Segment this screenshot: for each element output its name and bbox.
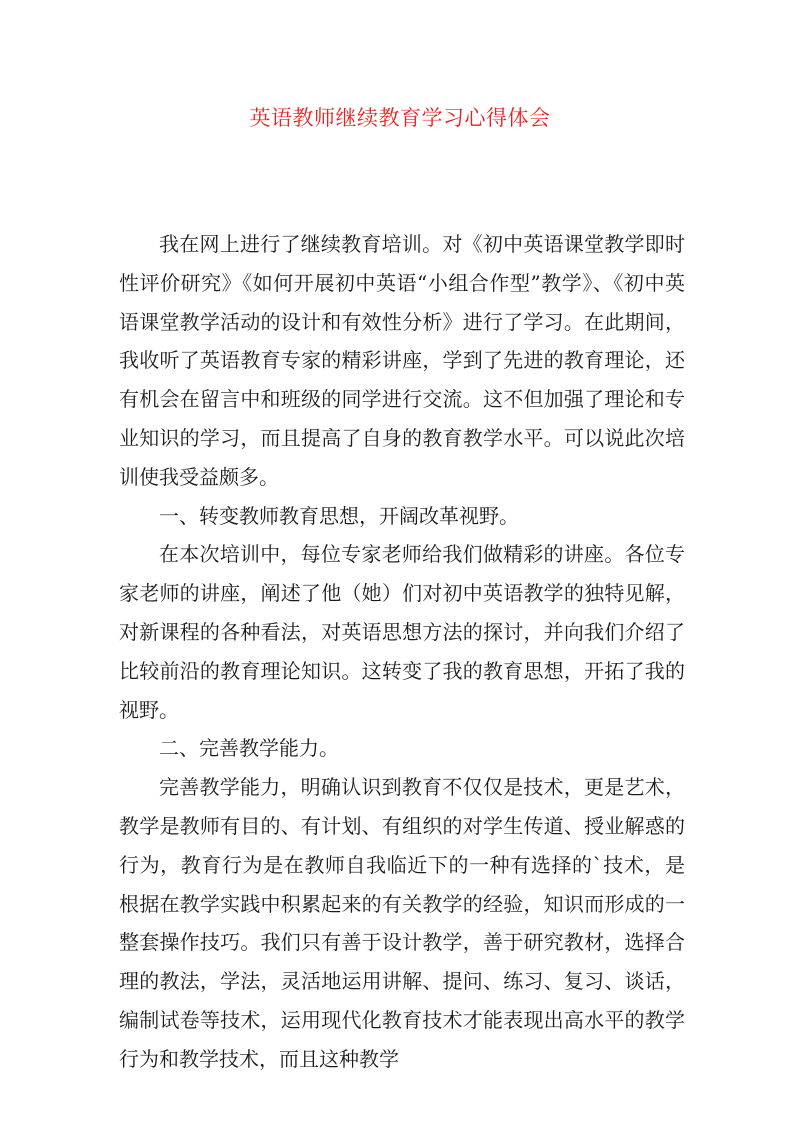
document-title: 英语教师继续教育学习心得体会 bbox=[249, 106, 551, 130]
heading-section-1: 一、转变教师教育思想，开阔改革视野。 bbox=[159, 503, 519, 528]
document-body bbox=[119, 225, 685, 1079]
paragraph-intro: 我在网上进行了继续教育培训。对《初中英语课堂教学即时性评价研究》《如何开展初中英语“小组合作型”教学》、《初中英语课堂教学活动的设计和有效性分析》进行了学习。在此期间，我收听了英语教育专家的精彩讲座，学到了先进的教育理论，还有机会在留言中和班级的同学进行交流。这不但加强了理论和专业知识的学习，而且提高了自身的教育教学水平。可以说此次培训使我受益颇多。 bbox=[119, 232, 685, 489]
heading-section-2: 二、完善教学能力。 bbox=[159, 736, 339, 761]
paragraph-section-1: 在本次培训中，每位专家老师给我们做精彩的讲座。各位专家老师的讲座，阐述了他（她）们对初中英语教学的独特见解，对新课程的各种看法，对英语思想方法的探讨，并向我们介绍了比较前沿的教育理论知识。这转变了我的教育思想，开拓了我的视野。 bbox=[119, 542, 685, 722]
paragraph-section-2: 完善教学能力，明确认识到教育不仅仅是技术，更是艺术，教学是教师有目的、有计划、有组织的对学生传道、授业解惑的行为，教育行为是在教师自我临近下的一种有选择的`技术，是根据在教学实践中积累起来的有关教学的经验，知识而形成的一整套操作技巧。我们只有善于设计教学，善于研究教材，选择合理的教法，学法，灵活地运用讲解、提问、练习、复习、谈话，编制试卷等技术，运用现代化教育技术才能表现出高水平的教学行为和教学技术，而且这种教学 bbox=[119, 775, 685, 1071]
